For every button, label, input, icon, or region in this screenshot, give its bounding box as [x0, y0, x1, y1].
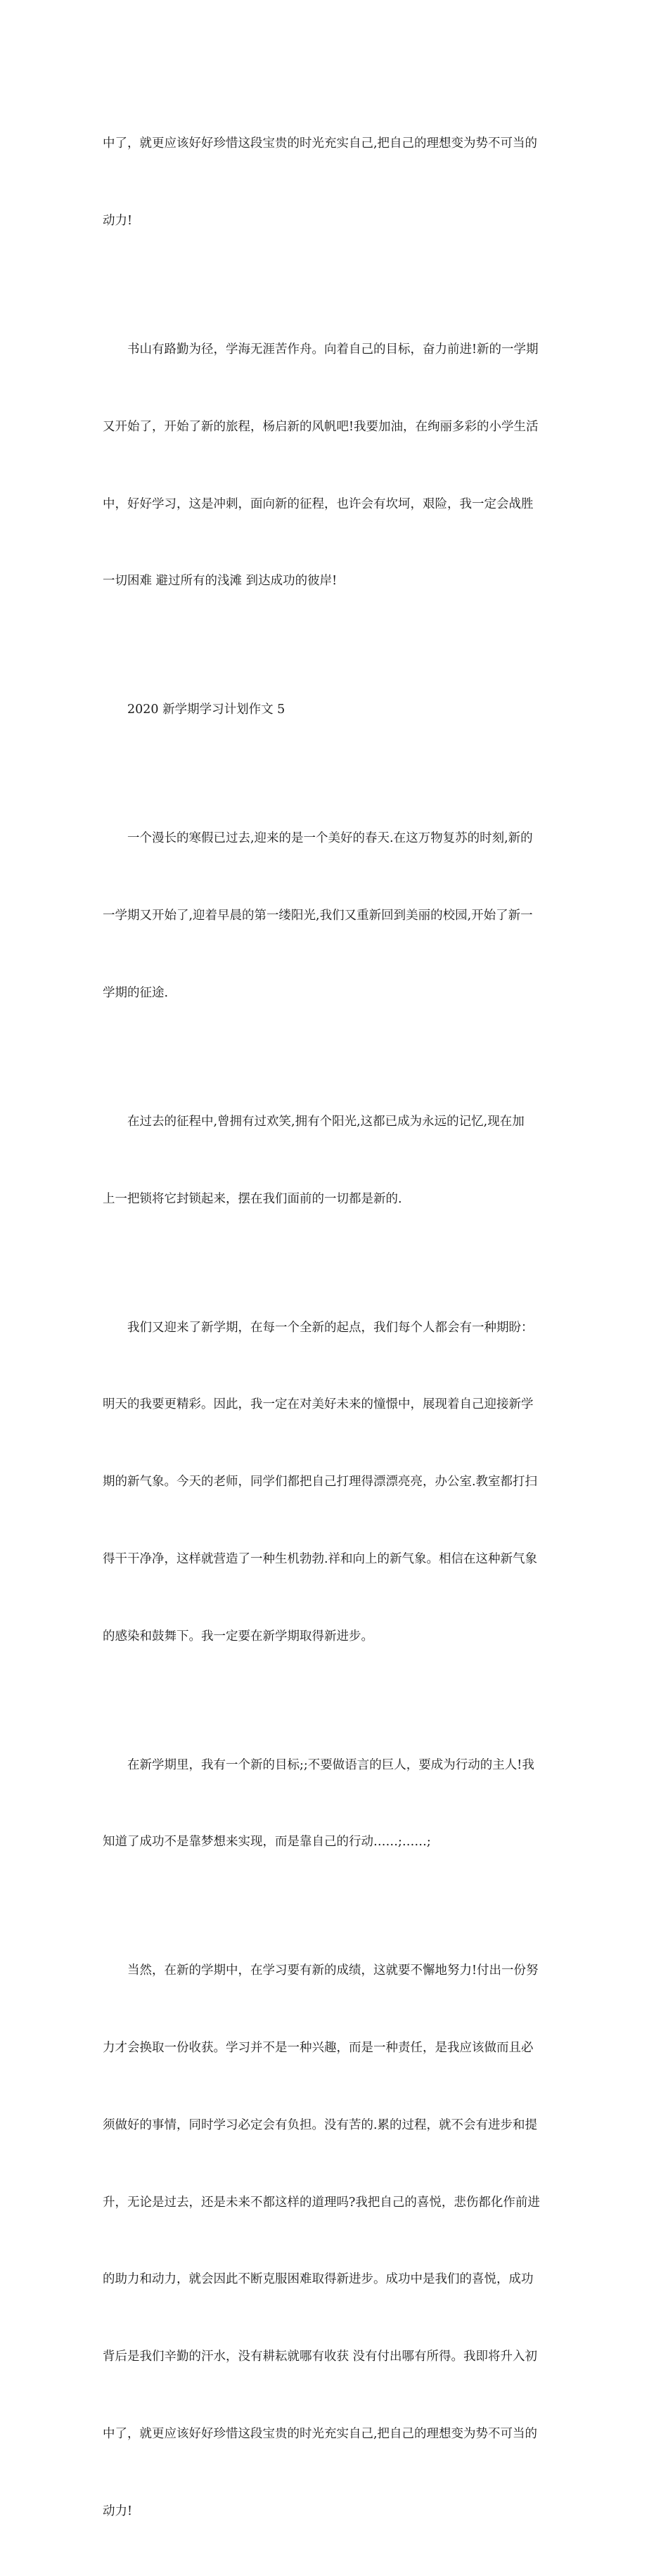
- section-heading: [103, 646, 570, 774]
- paragraph: [103, 1263, 570, 1700]
- text-line: 力才会换取一份收获。学习并不是一种兴趣，而是一种责任，是我应该做而且必: [103, 2041, 534, 2056]
- text-line: 得干干净净，这样就营造了一种生机勃勃.祥和向上的新气象。相信在这种新气象: [103, 1551, 538, 1566]
- text-line: 的助力和动力，就会因此不断克服困难取得新进步。成功中是我们的喜悦，成功: [103, 2272, 534, 2287]
- text-line: 上一把锁将它封锁起来，摆在我们面前的一切都是新的.: [103, 1191, 402, 1206]
- text-line: 背后是我们辛勤的汗水，没有耕耘就哪有收获 没有付出哪有所得。我即将升入初: [103, 2350, 538, 2364]
- text-line: 在过去的征程中,曾拥有过欢笑,拥有个阳光,这都已成为永远的记忆,现在加: [127, 1114, 525, 1129]
- text-line: 知道了成功不是靠梦想来实现，而是靠自己的行动……;……;: [103, 1835, 431, 1850]
- text-line: 中了，就更应该好好珍惜这段宝贵的时光充实自己,把自己的理想变为势不可当的: [103, 2427, 538, 2442]
- text-line: 当然，在新的学期中，在学习要有新的成绩，这就要不懈地努力!付出一份努: [127, 1963, 539, 1978]
- text-line: 一切困难 避过所有的浅滩 到达成功的彼岸!: [103, 574, 338, 589]
- text-line: 的感染和鼓舞下。我一定要在新学期取得新进步。: [103, 1629, 373, 1643]
- paragraph: [103, 1700, 570, 1907]
- paragraph: [103, 1058, 570, 1264]
- text-line: 须做好的事情，同时学习必定会有负担。没有苦的.累的过程，就不会有进步和提: [103, 2117, 538, 2132]
- text-line: 中了，就更应该好好珍惜这段宝贵的时光充实自己,把自己的理想变为势不可当的: [103, 136, 538, 151]
- text-line: 中，好好学习，这是冲刺，面向新的征程，也许会有坎坷，艰险，我一定会战胜: [103, 496, 534, 511]
- text-line: 学期的征途.: [103, 985, 169, 1000]
- text-line: 明天的我要更精彩。因此，我一定在对美好未来的憧憬中，展现着自己迎接新学: [103, 1397, 534, 1412]
- text-line: 动力!: [103, 2504, 133, 2518]
- text-line: 升，无论是过去，还是未来不都这样的道理吗?我把自己的喜悦，悲伤都化作前进: [103, 2195, 540, 2210]
- text-line: 一个漫长的寒假已过去,迎来的是一个美好的春天.在这万物复苏的时刻,新的: [127, 831, 533, 846]
- text-line: 一学期又开始了,迎着早晨的第一缕阳光,我们又重新回到美丽的校园,开始了新一: [103, 909, 533, 923]
- document-body: [103, 79, 570, 2576]
- paragraph: [103, 1907, 570, 2575]
- text-line: 动力!: [103, 213, 133, 228]
- text-line: 2020 新学期学习计划作文 5: [127, 703, 285, 717]
- text-line: 书山有路勤为径，学海无涯苦作舟。向着自己的目标，奋力前进!新的一学期: [127, 342, 539, 357]
- text-line: 又开始了，开始了新的旅程，杨启新的风帆吧!我要加油，在绚丽多彩的小学生活: [103, 419, 539, 434]
- text-line: 在新学期里，我有一个新的目标;;不要做语言的巨人，要成为行动的主人!我: [127, 1757, 534, 1772]
- text-line: 期的新气象。今天的老师，同学们都把自己打理得漂漂亮亮，办公室.教室都打扫: [103, 1475, 538, 1489]
- paragraph: [103, 79, 570, 286]
- paragraph: [103, 286, 570, 646]
- paragraph: [103, 774, 570, 1058]
- text-line: 我们又迎来了新学期，在每一个全新的起点，我们每个人都会有一种期盼：: [127, 1320, 534, 1335]
